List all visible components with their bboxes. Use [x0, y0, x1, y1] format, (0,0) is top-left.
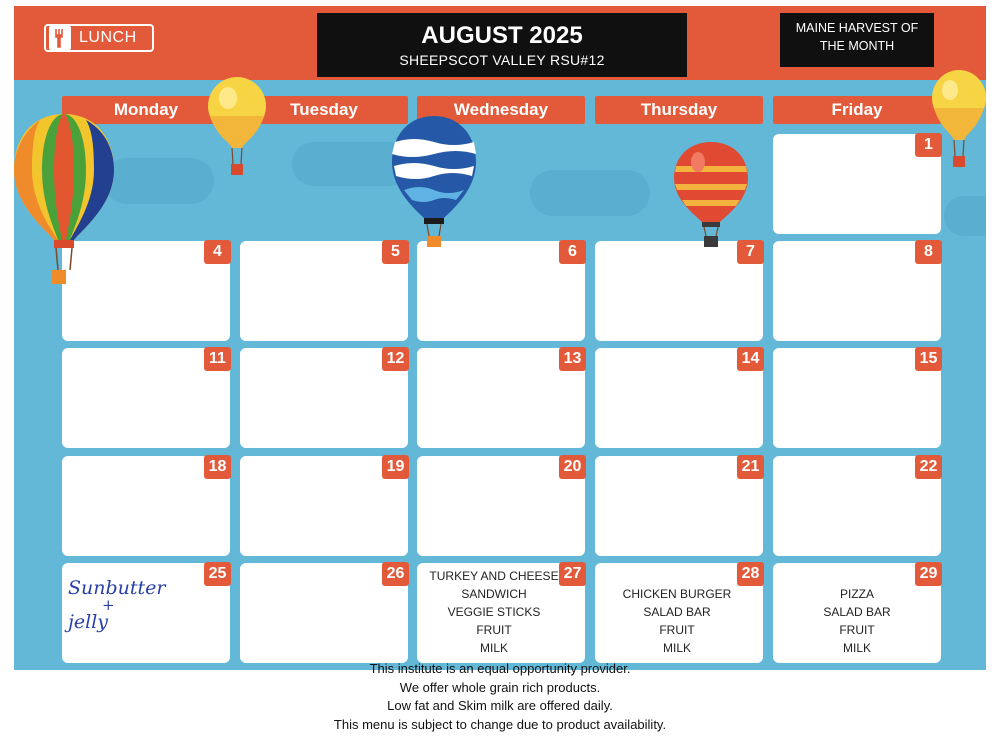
yellow-balloon-right-icon	[930, 68, 986, 168]
date-badge: 4	[204, 240, 231, 264]
fork-icon	[49, 26, 71, 50]
cloud-decoration	[944, 196, 986, 236]
date-badge: 28	[737, 562, 764, 586]
date-badge: 22	[915, 455, 942, 479]
date-badge: 27	[559, 562, 586, 586]
footer-line: Low fat and Skim milk are offered daily.	[387, 698, 613, 713]
day-cell	[773, 456, 941, 556]
harvest-line2: THE MONTH	[819, 39, 895, 53]
day-cell	[595, 456, 763, 556]
day-cell	[773, 241, 941, 341]
lunch-label: LUNCH	[79, 29, 137, 46]
date-badge: 26	[382, 562, 409, 586]
menu-item: MILK	[842, 641, 871, 655]
menu-item: FRUIT	[659, 623, 695, 637]
harvest-line1: MAINE HARVEST OF	[795, 21, 919, 35]
day-header-monday: Monday	[62, 96, 230, 124]
date-badge: 20	[559, 455, 586, 479]
menu-item: SANDWICH	[461, 587, 527, 601]
day-header-friday: Friday	[773, 96, 941, 124]
date-badge: 19	[382, 455, 409, 479]
day-cell	[417, 241, 585, 341]
note-line: Sunbutter	[68, 577, 166, 599]
date-badge: 14	[737, 347, 764, 371]
date-badge: 18	[204, 455, 231, 479]
calendar-frame	[14, 6, 986, 670]
cloud-decoration	[104, 158, 214, 204]
day-cell	[595, 348, 763, 448]
menu-item: TURKEY AND CHEESE	[429, 569, 559, 583]
harvest-box	[780, 13, 934, 67]
menu-item: MILK	[662, 641, 691, 655]
menu-item: CHICKEN BURGER	[622, 587, 732, 601]
date-badge: 15	[915, 347, 942, 371]
cloud-decoration	[530, 170, 650, 216]
menu-item: FRUIT	[476, 623, 512, 637]
day-header-thursday: Thursday	[595, 96, 763, 124]
day-cell	[62, 563, 230, 663]
date-badge: 6	[559, 240, 586, 264]
day-cell	[62, 348, 230, 448]
date-badge: 11	[204, 347, 231, 371]
date-badge: 5	[382, 240, 409, 264]
day-cell	[773, 563, 941, 663]
day-cell	[773, 348, 941, 448]
day-cell	[62, 456, 230, 556]
note-line: +	[102, 596, 115, 614]
day-header-wednesday: Wednesday	[417, 96, 585, 124]
footer-line: This institute is an equal opportunity provider.	[369, 661, 631, 676]
header-band	[14, 6, 986, 80]
day-cell	[240, 456, 408, 556]
page-title: AUGUST 2025	[421, 22, 583, 49]
date-badge: 1	[915, 133, 942, 157]
menu-item: SALAD BAR	[643, 605, 711, 619]
date-badge: 21	[737, 455, 764, 479]
handwritten-note	[68, 577, 166, 633]
footer-line: We offer whole grain rich products.	[399, 679, 601, 695]
footer-line: This menu is subject to change due to product availability.	[333, 716, 667, 732]
rainbow-balloon-icon	[14, 112, 118, 284]
day-cell	[417, 563, 585, 663]
day-cell	[417, 456, 585, 556]
menu-item: SALAD BAR	[823, 605, 891, 619]
menu-item: VEGGIE STICKS	[447, 605, 541, 619]
date-badge: 8	[915, 240, 942, 264]
title-box	[317, 13, 687, 77]
date-badge: 25	[204, 562, 231, 586]
date-badge: 12	[382, 347, 409, 371]
day-cell	[417, 348, 585, 448]
blue-striped-balloon-icon	[390, 114, 478, 248]
red-striped-balloon-icon	[672, 140, 750, 248]
note-line: jelly	[68, 611, 109, 633]
day-header-tuesday: Tuesday	[240, 96, 408, 124]
menu-list	[591, 585, 763, 657]
day-cell	[240, 563, 408, 663]
menu-item: PIZZA	[839, 587, 874, 601]
date-badge: 13	[559, 347, 586, 371]
footer-notes	[0, 660, 1000, 734]
day-cell	[595, 241, 763, 341]
day-cell	[595, 563, 763, 663]
day-cell	[773, 134, 941, 234]
lunch-badge	[44, 24, 154, 52]
page-subtitle: SHEEPSCOT VALLEY RSU#12	[399, 52, 605, 68]
yellow-balloon-icon	[206, 76, 268, 176]
day-cell	[240, 348, 408, 448]
menu-list	[773, 585, 941, 657]
day-cell	[240, 241, 408, 341]
menu-list	[403, 567, 585, 657]
menu-item: FRUIT	[839, 623, 875, 637]
date-badge: 7	[737, 240, 764, 264]
menu-item: MILK	[479, 641, 508, 655]
date-badge: 29	[915, 562, 942, 586]
